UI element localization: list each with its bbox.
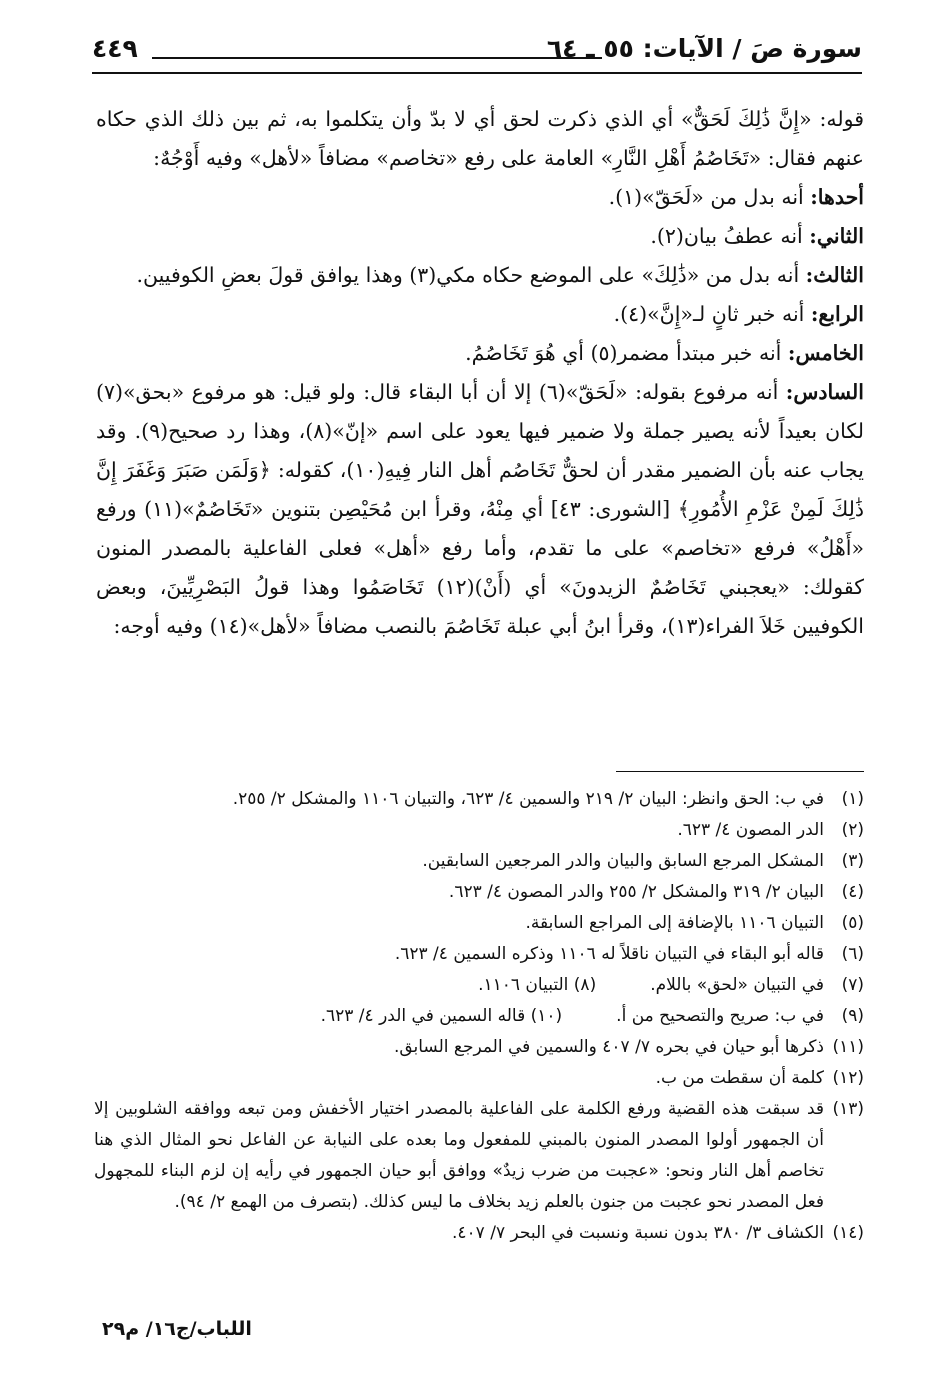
footnote — [94, 1063, 864, 1094]
page-number: ٤٤٩ — [92, 34, 138, 63]
footnote-separator — [616, 771, 864, 772]
footnote-number: (١٤) — [832, 1223, 864, 1243]
list-item — [96, 178, 864, 217]
footnote-text: قاله أبو البقاء في التبيان ناقلاً له ١١٠٦ وذكره السمين ٤/ ٦٢٣. — [394, 944, 824, 964]
footnote — [94, 1218, 864, 1249]
header-rule — [92, 72, 862, 74]
footnote-text: الكشاف ٣/ ٣٨٠ بدون نسبة ونسبت في البحر ٧/ ٤٠٧. — [452, 1223, 824, 1243]
footnote-text: في التبيان «لحق» باللام. (٨) التبيان ١١٠٦. — [478, 975, 824, 995]
footnote-text: قد سبقت هذه القضية ورفع الكلمة على الفاعلية بالمصدر اختيار الأخفش ومن تبعه ووافقه الشلوبين إلا أن الجمهور أولوا المصدر المنون بالمبني للمفعول وما بعده على النيابة عن الفاعل نحو المثال الذي هنا تخاصم أهل النار ونحو: «عجبت من ضرب زيدٌ» ووافق أبو حيان الجمهور في رأيه إن لزم البناء للمجهول فعل المصدر نحو عجبت من جنون بالعلم زيد بخلاف ما ليس كذلك. (بتصرف من الهمع ٢/ ٩٤). — [94, 1099, 824, 1212]
list-item — [96, 217, 864, 256]
footnote — [94, 939, 864, 970]
footnote-number: (١٢) — [832, 1068, 864, 1088]
list-item — [96, 295, 864, 334]
footnote — [94, 784, 864, 815]
footnote-number: (١) — [841, 789, 864, 809]
list-item — [96, 373, 864, 646]
item-text: أنه عطفُ بيان(٢). — [650, 224, 810, 248]
footnote — [94, 1001, 864, 1032]
footnote-text: البيان ٢/ ٣١٩ والمشكل ٢/ ٢٥٥ والدر المصون ٤/ ٦٢٣. — [448, 882, 824, 902]
footnote-text: في ب: صريح والتصحيح من أ. (١٠) قاله السمين في الدر ٤/ ٦٢٣. — [320, 1006, 824, 1026]
list-item — [96, 334, 864, 373]
item-text: أنه بدل من «ذَٰلِكَ» على الموضع حكاه مكي(٣) وهذا يوافق قولَ بعضِ الكوفيين. — [136, 263, 806, 287]
footnote-number: (١١) — [832, 1037, 864, 1057]
item-label: السادس: — [785, 380, 864, 404]
chapter-title: سورة صَ / الآيات: ٥٥ ـ ٦٤ — [546, 34, 862, 63]
footnote — [94, 1094, 864, 1218]
footer-signature: اللباب/ج١٦/ م٢٩ — [102, 1318, 252, 1340]
footnote-number: (٩) — [841, 1006, 864, 1026]
item-text: أنه بدل من «لَحَقّ»(١). — [608, 185, 811, 209]
footnote-number: (٣) — [841, 851, 864, 871]
page-header — [92, 28, 862, 70]
footnote-text: الدر المصون ٤/ ٦٢٣. — [677, 820, 824, 840]
footnote-text: ذكرها أبو حيان في بحره ٧/ ٤٠٧ والسمين في المرجع السابق. — [393, 1037, 824, 1057]
footnote-number: (٦) — [841, 944, 864, 964]
item-label: الثاني: — [809, 224, 864, 248]
main-text — [96, 100, 864, 646]
footnote — [94, 970, 864, 1001]
footnote-text: في ب: الحق وانظر: البيان ٢/ ٢١٩ والسمين ٤/ ٦٢٣، والتبيان ١١٠٦ والمشكل ٢/ ٢٥٥. — [232, 789, 824, 809]
item-text: أنه خبر مبتدأ مضمر(٥) أي هُوَ تَخَاصُمُ. — [465, 341, 788, 365]
footnote — [94, 815, 864, 846]
footnote — [94, 908, 864, 939]
footnote-text: المشكل المرجع السابق والبيان والدر المرجعين السابقين. — [422, 851, 824, 871]
item-label: الخامس: — [787, 341, 864, 365]
header-rule-segment — [152, 57, 602, 59]
footnote-number: (٢) — [841, 820, 864, 840]
item-label: أحدها: — [810, 185, 864, 209]
footnote-text: كلمة أن سقطت من ب. — [655, 1068, 824, 1088]
footnote-number: (٤) — [841, 882, 864, 902]
footnote — [94, 846, 864, 877]
item-text: أنه مرفوع بقوله: «لَحَقّ»(٦) إلا أن أبا البقاء قال: ولو قيل: هو مرفوع «بحق»(٧) لكان بعيداً لأنه يصير جملة ولا ضمير فيها يعود على اسم «إنّ»(٨)، وهذا رد صحيح(٩). وقد يجاب عنه بأن الضمير مقدر أن لحقٌّ تَخَاصُم أهل النار فِيهِ(١٠)، كقوله: ﴿وَلَمَن صَبَرَ وَغَفَرَ إِنَّ ذَٰلِكَ لَمِنْ عَزْمِ الأُمُورِ﴾ [الشورى: ٤٣] أي مِنْهُ، وقرأ ابن مُحَيْصِن بتنوين «تَخَاصُمٌ»(١١) ورفع «أَهْلُ» فرفع «تخاصم» على ما تقدم، وأما رفع «أهل» فعلى الفاعلية بالمصدر المنون كقولك: «يعجبني تَخَاصُمٌ الزيدونَ» أي (أَنْ)(١٢) تَخَاصَمُوا وهذا قولُ البَصْرِيِّينَ، وبعض الكوفيين خَلاَ الفراء(١٣)، وقرأ ابنُ أبي عبلة تَخَاصُمَ بالنصب مضافاً «لأهل»(١٤) وفيه أوجه: — [96, 380, 865, 638]
footnote-number: (٧) — [841, 975, 864, 995]
item-label: الرابع: — [810, 302, 864, 326]
footnotes — [94, 784, 864, 1249]
footnote-number: (١٣) — [832, 1099, 864, 1119]
item-text: أنه خبر ثانٍ لـ«إِنَّ»(٤). — [613, 302, 811, 326]
footnote — [94, 1032, 864, 1063]
footnote-number: (٥) — [841, 913, 864, 933]
footnote — [94, 877, 864, 908]
intro-paragraph: قوله: «إِنَّ ذَٰلِكَ لَحَقٌّ» أي الذي ذكرت لحق أي لا بدّ وأن يتكلموا به، ثم بين ذلك الذي حكاه عنهم فقال: «تَخَاصُمُ أَهْلِ النَّارِ» العامة على رفع «تخاصم» مضافاً «لأهل» وفيه أَوْجُهٌ: — [96, 107, 864, 170]
list-item — [96, 256, 864, 295]
footnote-text: التبيان ١١٠٦ بالإضافة إلى المراجع السابقة. — [525, 913, 824, 933]
item-label: الثالث: — [805, 263, 864, 287]
